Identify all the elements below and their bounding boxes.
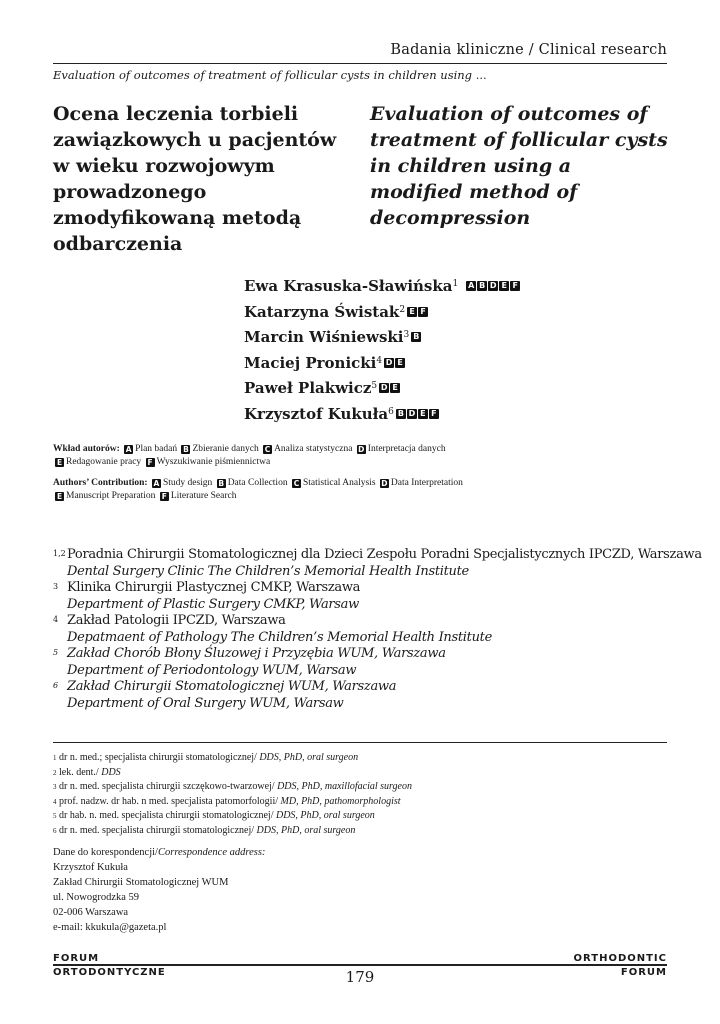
role-badge: E	[390, 383, 400, 393]
title-english: Evaluation of outcomes of treatment of follicular cysts in children using a modified method of decompression	[370, 103, 668, 229]
affiliation-english: Department of Periodontology WUM, Warsaw	[67, 662, 357, 678]
journal-name-english: ORTHODONTIC FORUM	[573, 953, 667, 978]
author	[244, 323, 644, 349]
contribution-legend-english	[53, 477, 667, 502]
role-badge: F	[418, 307, 428, 317]
author-name: Katarzyna Świstak	[244, 302, 400, 321]
author-affiliation-number: 1	[452, 279, 459, 289]
role-badge: D	[489, 281, 497, 290]
author-affiliation-number: 5	[371, 381, 378, 391]
footer-rule	[53, 964, 667, 966]
role-badge: B	[479, 281, 486, 290]
contribution-legend-polish	[53, 443, 667, 468]
affiliation-row	[53, 597, 673, 614]
author-name: Marcin Wiśniewski	[244, 328, 404, 346]
author-name: Ewa Krasuska-Sławińska	[244, 277, 453, 295]
author	[244, 374, 644, 400]
affiliation-number: 1,2	[53, 549, 66, 558]
role-badge: F	[161, 491, 167, 501]
correspondence-line: ul. Nowogrodzka 59	[53, 892, 140, 903]
correspondence-label: Dane do korespondencji/Correspondence address:	[53, 847, 266, 858]
footnote-rule	[53, 742, 667, 743]
footnote: $^5$ dr hab. n. med. specjalista chirurgii stomatologicznej/ DDS, PhD, oral surgeon	[53, 810, 375, 821]
header-rule	[53, 63, 667, 64]
contribution-lead: Authors’ Contribution:	[53, 478, 148, 488]
affiliation-number: 3	[53, 582, 59, 591]
role-badges	[407, 298, 429, 321]
affiliation-row	[53, 630, 673, 647]
author-name: Maciej Pronicki	[244, 353, 377, 372]
affiliation-number: 6	[53, 681, 59, 690]
author-affiliation-number: 3	[403, 330, 410, 340]
affiliation-polish: Poradnia Chirurgii Stomatologicznej dla Dzieci Zespołu Poradni Specjalistycznych IPCZD, Warszawa	[67, 547, 702, 562]
author	[244, 298, 644, 324]
role-badge: F	[147, 457, 153, 467]
role-badges	[466, 272, 521, 295]
author-name: Krzysztof Kukuła	[244, 404, 389, 423]
role-badge: C	[264, 445, 271, 454]
affiliation-english: Dental Surgery Clinic The Children’s Memorial Health Institute	[67, 563, 469, 579]
role-badge: A	[125, 445, 132, 454]
affiliation-row	[53, 646, 673, 663]
role-badge: D	[381, 479, 388, 488]
footnotes	[53, 751, 667, 838]
author	[244, 272, 644, 298]
author	[244, 349, 644, 375]
correspondence-line: 02-006 Warszawa	[53, 907, 129, 918]
affiliation-polish: Klinika Chirurgii Plastycznej CMKP, Warszawa	[67, 580, 361, 595]
affiliation-number: 4	[53, 615, 59, 624]
role-badge: D	[380, 383, 388, 392]
role-label: Literature Search	[170, 490, 237, 501]
footnote: $^4$ prof. nadzw. dr hab. n med. specjalista patomorfologii/ MD, PhD, pathomorphologist	[53, 795, 401, 807]
role-badge: E	[407, 307, 417, 317]
footnote: $^2$ lek. dent./ DDS	[53, 766, 121, 778]
affiliation-number: 5	[53, 648, 59, 657]
role-badge: B	[413, 332, 420, 341]
contribution-lead: Wkład autorów:	[53, 444, 120, 454]
role-badge: D	[358, 445, 365, 454]
affiliation-row	[53, 547, 702, 564]
role-label: Zbieranie danych	[192, 444, 259, 454]
affiliation-row	[53, 663, 673, 680]
role-badge: D	[385, 357, 393, 367]
role-badge: F	[510, 281, 520, 291]
correspondence-address	[53, 845, 453, 935]
footnote: $^1$ dr n. med.; specjalista chirurgii stomatologicznej/ DDS, PhD, oral surgeon	[53, 752, 359, 763]
journal-name-polish: FORUM ORTODONTYCZNE	[53, 953, 166, 978]
role-label: Data Interpretation	[390, 478, 463, 488]
role-badges	[384, 349, 406, 372]
affiliation-row	[53, 564, 673, 581]
role-badges	[396, 400, 440, 423]
correspondence-line: Zakład Chirurgii Stomatologicznej WUM	[53, 877, 229, 888]
role-label: Manuscript Preparation	[66, 490, 156, 501]
role-badge: A	[468, 281, 475, 290]
role-label: Study design	[162, 478, 213, 488]
role-badge: B	[397, 408, 404, 418]
role-label: Wyszukiwanie piśmiennictwa	[156, 456, 271, 467]
role-label: Data Collection	[227, 478, 288, 488]
affiliation-row	[53, 613, 673, 630]
role-label: Plan badań	[135, 444, 178, 454]
affiliations	[53, 547, 702, 712]
affiliation-row	[53, 679, 673, 696]
affiliation-english: Department of Oral Surgery WUM, Warsaw	[67, 695, 344, 711]
footnote: $^6$ dr n. med. specjalista chirurgii stomatologicznej/ DDS, PhD, oral surgeon	[53, 824, 356, 836]
role-label: Analiza statystyczna	[274, 444, 353, 454]
author-list	[244, 272, 644, 425]
running-title: Evaluation of outcomes of treatment of follicular cysts in children using ...	[53, 68, 487, 82]
affiliation-polish: Zakład Chorób Błony Śluzowej i Przyzębia WUM, Warszawa	[67, 646, 446, 661]
affiliation-polish: Zakład Patologii IPCZD, Warszawa	[67, 613, 286, 628]
role-badge: B	[218, 479, 225, 488]
page-number: 179	[345, 968, 375, 986]
affiliation-polish: Zakład Chirurgii Stomatologicznej WUM, Warszawa	[67, 679, 397, 694]
correspondence-line: Krzysztof Kukuła	[53, 862, 128, 873]
author-affiliation-number: 4	[376, 355, 383, 366]
section-header: Badania kliniczne / Clinical research	[390, 42, 667, 58]
role-badge: A	[153, 479, 160, 488]
role-badge: F	[429, 409, 439, 419]
role-badge: E	[56, 457, 63, 467]
affiliation-english: Department of Plastic Surgery CMKP, Warsaw	[67, 596, 359, 612]
affiliation-row	[53, 580, 673, 597]
correspondence-email[interactable]: e-mail: kkukula@gazeta.pl	[53, 922, 167, 933]
role-badge: E	[395, 358, 405, 368]
role-badge: E	[499, 281, 509, 291]
author	[244, 400, 644, 426]
role-label: Interpretacja danych	[367, 444, 446, 454]
author-name: Paweł Plakwicz	[244, 379, 372, 397]
author-affiliation-number: 6	[388, 406, 394, 417]
title-polish: Ocena leczenia torbieli zawiązkowych u pacjentów w wieku rozwojowym prowadzonego zmodyfikowaną metodą odbarczenia	[53, 103, 337, 255]
role-badge: C	[293, 479, 300, 488]
affiliation-english: Depatmaent of Pathology The Children’s Memorial Health Institute	[67, 629, 492, 645]
role-badge: E	[418, 409, 428, 419]
author-affiliation-number: 2	[399, 304, 406, 315]
role-badges	[411, 323, 422, 346]
footnote: $^3$ dr n. med. specjalista chirurgii szczękowo-twarzowej/ DDS, PhD, maxillofacial surgeon	[53, 781, 412, 792]
role-label: Statistical Analysis	[302, 478, 376, 488]
role-badge: D	[408, 408, 416, 418]
role-badges	[379, 374, 401, 397]
role-label: Redagowanie pracy	[66, 456, 142, 467]
affiliation-row	[53, 696, 673, 713]
role-badge: B	[183, 445, 189, 454]
role-badge: E	[56, 491, 63, 501]
